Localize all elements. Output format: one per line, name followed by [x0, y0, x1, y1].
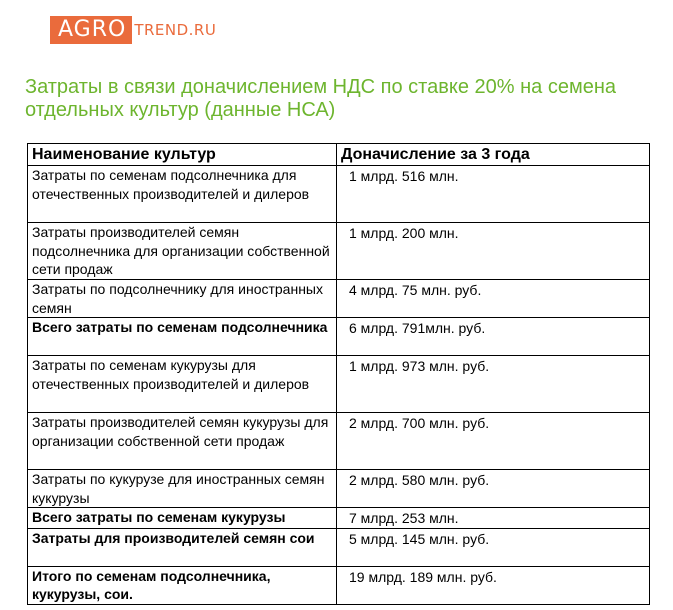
row-value: 19 млрд. 189 млн. руб.	[337, 566, 650, 604]
table-row	[28, 470, 650, 508]
agrotrend-logo[interactable]	[50, 16, 216, 44]
page-title: Затраты в связи доначислением НДС по ставке 20% на семена отдельных культур (данные НСА)	[25, 76, 616, 121]
table-header-row	[28, 144, 650, 166]
row-value: 4 млрд. 75 млн. руб.	[337, 280, 650, 318]
row-value: 1 млрд. 200 млн.	[337, 223, 650, 280]
table-row-subtotal	[28, 508, 650, 529]
row-value: 2 млрд. 580 млн. руб.	[337, 470, 650, 508]
row-name: Затраты производителей семян кукурузы для организации собственной сети продаж	[28, 413, 337, 470]
table-row	[28, 413, 650, 470]
column-header-crop-name: Наименование культур	[28, 144, 337, 166]
table-row	[28, 356, 650, 413]
row-name: Всего затраты по семенам подсолнечника	[28, 318, 337, 356]
row-name: Итого по семенам подсолнечника, кукурузы, сои.	[28, 566, 337, 604]
table-row	[28, 223, 650, 280]
row-name: Затраты по семенам кукурузы для отечественных производителей и дилеров	[28, 356, 337, 413]
table-row	[28, 280, 650, 318]
table-row-subtotal	[28, 318, 650, 356]
row-name: Затраты производителей семян подсолнечника для организации собственной сети продаж	[28, 223, 337, 280]
row-value: 1 млрд. 973 млн. руб.	[337, 356, 650, 413]
row-value: 2 млрд. 700 млн. руб.	[337, 413, 650, 470]
logo-trend-text: TREND.RU	[134, 21, 217, 39]
table-row-total	[28, 566, 650, 604]
column-header-accrual: Доначисление за 3 года	[337, 144, 650, 166]
row-value: 7 млрд. 253 млн.	[337, 508, 650, 529]
vat-costs-table	[27, 143, 650, 605]
table-row-subtotal	[28, 528, 650, 566]
row-value: 1 млрд. 516 млн.	[337, 166, 650, 223]
row-name: Всего затраты по семенам кукурузы	[28, 508, 337, 529]
row-value: 5 млрд. 145 млн. руб.	[337, 528, 650, 566]
row-name: Затраты для производителей семян сои	[28, 528, 337, 566]
row-name: Затраты по подсолнечнику для иностранных семян	[28, 280, 337, 318]
logo-agro-box: AGRO	[50, 16, 132, 44]
row-name: Затраты по кукурузе для иностранных семян кукурузы	[28, 470, 337, 508]
row-name: Затраты по семенам подсолнечника для отечественных производителей и дилеров	[28, 166, 337, 223]
table-row	[28, 166, 650, 223]
row-value: 6 млрд. 791млн. руб.	[337, 318, 650, 356]
